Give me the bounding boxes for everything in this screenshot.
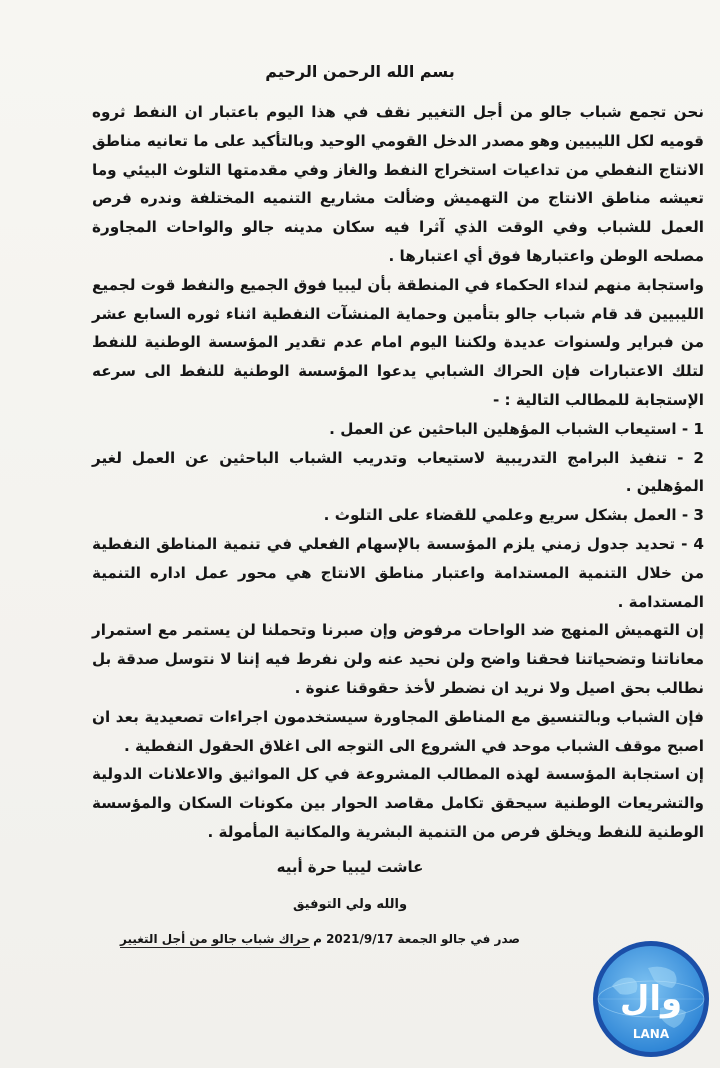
- paragraph-intro: نحن تجمع شباب جالو من أجل التغيير نقف في هذا اليوم باعتبار ان النفط ثروه قوميه لكل الليبيين وهو مصدر الدخل القومي الوحيد وبالتأكيد على ما تعانيه مناطق الانتاج النفطي من تداعيات استخراج النفط والغاز وفي مقدمتها التلوث البيئي وما تعيشه مناطق الانتاج من التهميش وضألت مشاريع التنميه المختلفة وندره فرص العمل للشباب وفي الوقت الذي آثرا فيه سكان مدينه جالو والواحات المجاورة مصلحه الوطن واعتبارها فوق أي اعتبارها .: [92, 103, 704, 265]
- lana-logo: [590, 938, 712, 1060]
- svg-text:وال: وال: [619, 979, 683, 1019]
- statement-body: [92, 98, 704, 847]
- closing-slogan: عاشت ليبيا حرة أبيه: [276, 858, 424, 876]
- signature-line: حراك شباب جالو من أجل التغيير: [120, 932, 310, 946]
- demand-item-3: 3 - العمل بشكل سريع وعلمي للقضاء على التلوث .: [323, 506, 704, 525]
- issue-date: صدر في جالو الجمعة 2021/9/17 م: [313, 932, 520, 946]
- demand-item-1: 1 - استيعاب الشباب المؤهلين الباحثين عن العمل .: [329, 419, 704, 438]
- demand-item-4: 4 - تحديد جدول زمني يلزم المؤسسة بالإسهام الفعلي في تنمية المناطق النفطية من خلال التنمية المستدامة واعتبار مناطق الانتاج هي محور عمل اداره التنمية المستدامة .: [92, 534, 704, 611]
- document-footer: [120, 932, 520, 954]
- demand-item-2: 2 - تنفيذ البرامج التدريبية لاستيعاب وتدريب الشباب الباحثين عن العمل لغير المؤهلين .: [92, 448, 704, 496]
- paragraph-marginalization: إن التهميش المنهج ضد الواحات مرفوض وإن صبرنا وتحملنا لن يستمر مع استمرار معاناتنا وتضحياتنا فحقنا واضح ولن نحيد عنه ولن نفرط فيه إننا لا نتوسل صدقة بل نطالب بحق اصيل ولا نريد ان نضطر لأخذ حقوقنا عنوة .: [92, 621, 704, 697]
- svg-text:LANA: LANA: [632, 1027, 670, 1041]
- paragraph-escalation: فإن الشباب وبالتنسيق مع المناطق المجاورة سيستخدمون اجراءات تصعيدية بعد ان اصبح موقف الشباب موحد في الشروع الى التوجه الى اغلاق الحقول النفطية .: [92, 707, 704, 755]
- basmala-heading: بسم الله الرحمن الرحيم: [265, 62, 455, 81]
- paragraph-conclusion: إن استجابة المؤسسة لهذه المطالب المشروعة في كل المواثيق والاعلانات الدولية والتشريعات الوطنية سيحقق تكامل مقاصد الحوار بين مكونات السكان والمؤسسة الوطنية للنفط ويخلق فرص من التنمية البشرية والمكانية المأمولة .: [92, 765, 704, 841]
- paragraph-response: واستجابة منهم لنداء الحكماء في المنطقة بأن ليبيا فوق الجميع والنفط قوت لجميع الليبيين قد قام شباب جالو بتأمين وحماية المنشآت النفطية اثناء ثوره السابع عشر من فبراير ولسنوات عديدة ولكننا اليوم امام عدم تقدير المؤسسة الوطنية للنفط لتلك الاعتبارات فإن الحراك الشبابي يدعوا المؤسسة الوطنية للنفط الى سرعه الإستجابة للمطالب التالية : -: [92, 275, 704, 409]
- closing-prayer: والله ولي التوفيق: [292, 897, 408, 912]
- globe-logo-icon: [590, 938, 712, 1060]
